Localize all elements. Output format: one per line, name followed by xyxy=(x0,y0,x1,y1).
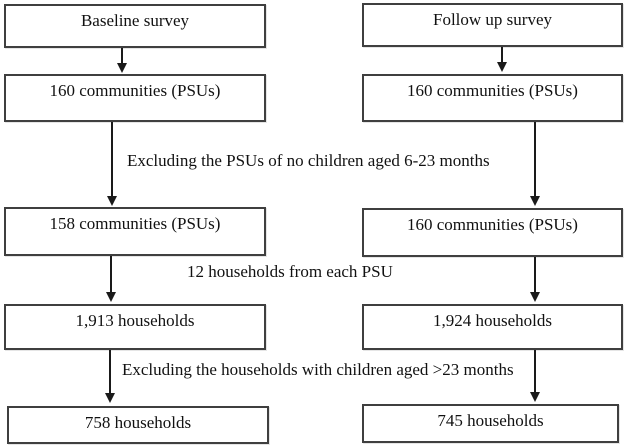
arrow-head-icon xyxy=(107,196,117,206)
arrow-head-icon xyxy=(117,63,127,73)
baseline-communities-box: 160 communities (PSUs) xyxy=(4,74,266,122)
arrow-head-icon xyxy=(530,292,540,302)
arrow-shaft xyxy=(534,122,536,198)
followup-final-households-box: 745 households xyxy=(362,404,619,443)
edge-label-sampling: 12 households from each PSU xyxy=(187,262,393,281)
followup-survey-header-box: Follow up survey xyxy=(362,3,623,47)
baseline-communities-filtered-box: 158 communities (PSUs) xyxy=(4,207,266,256)
arrow-head-icon xyxy=(497,62,507,72)
edge-label-exclusion-psus: Excluding the PSUs of no children aged 6-23 months xyxy=(127,151,490,170)
followup-communities-filtered-box: 160 communities (PSUs) xyxy=(362,208,623,257)
followup-households-box: 1,924 households xyxy=(362,304,623,350)
edge-label-exclusion-households: Excluding the households with children aged >23 months xyxy=(122,360,514,379)
baseline-final-households-box: 758 households xyxy=(7,406,269,444)
followup-communities-box: 160 communities (PSUs) xyxy=(362,74,623,122)
arrow-shaft xyxy=(534,350,536,394)
arrow-shaft xyxy=(110,256,112,294)
arrow-shaft xyxy=(111,122,113,198)
baseline-survey-header-box: Baseline survey xyxy=(4,4,266,48)
arrow-shaft xyxy=(534,257,536,294)
baseline-households-box: 1,913 households xyxy=(4,304,266,350)
arrow-shaft xyxy=(109,350,111,395)
arrow-head-icon xyxy=(530,196,540,206)
arrow-head-icon xyxy=(530,392,540,402)
arrow-head-icon xyxy=(105,393,115,403)
arrow-head-icon xyxy=(106,292,116,302)
